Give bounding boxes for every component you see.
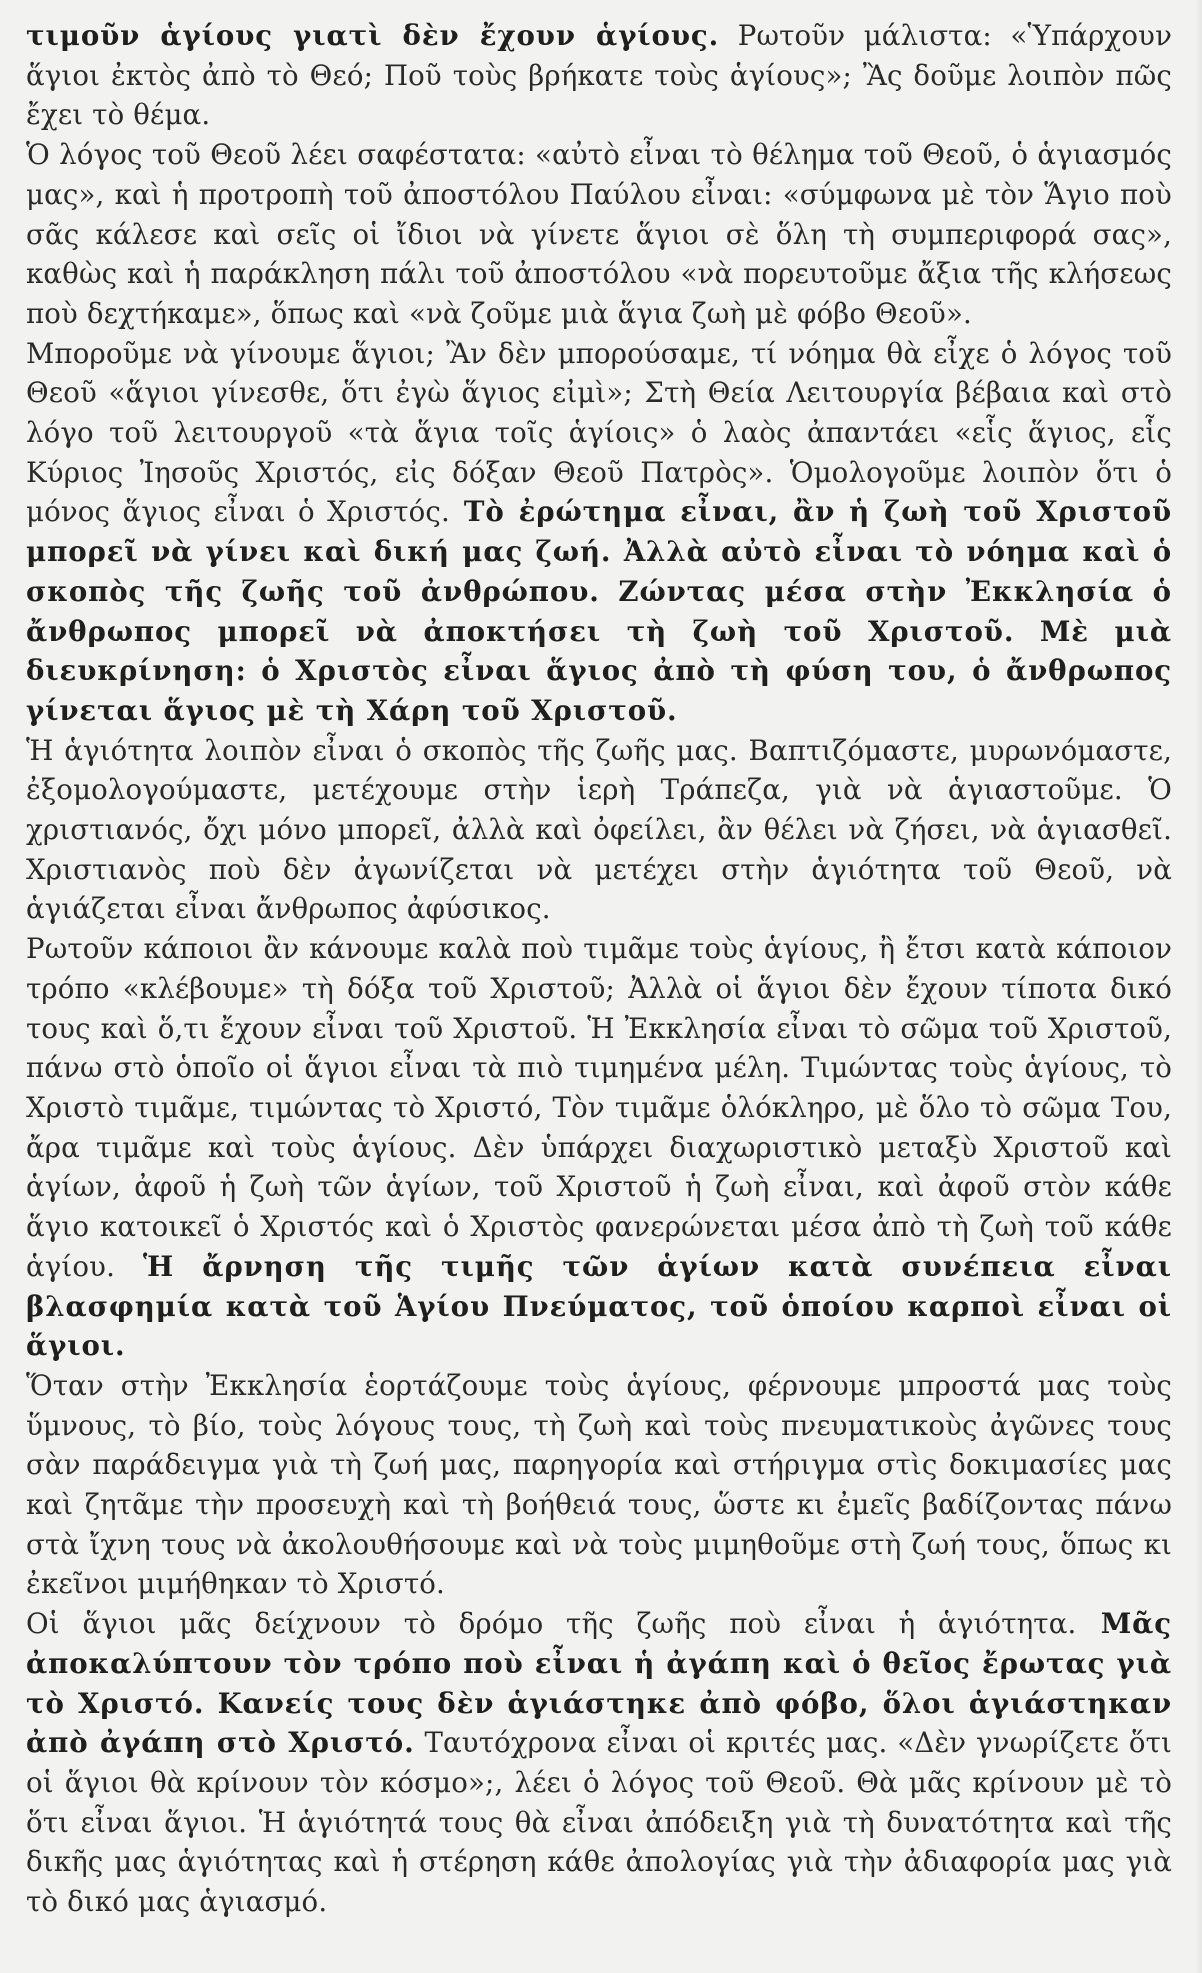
- text-segment: Ρωτοῦν μάλιστα: «Ὑπάρχουν ἅγιοι ἐκτὸς ἀπὸ τὸ Θεό; Ποῦ τοὺς βρήκατε τοὺς ἁγίους»; Ἂς δοῦμε λοιπὸν πῶς ἔχει τὸ θέμα.: [26, 19, 1173, 132]
- text-segment: Οἱ ἅγιοι μᾶς δείχνουν τὸ δρόμο τῆς ζωῆς ποὺ εἶναι ἡ ἁγιότητα.: [26, 1607, 1077, 1641]
- paragraph: [26, 1366, 1172, 1604]
- bold-text-segment: Ἡ ἄρνηση τῆς τιμῆς τῶν ἁγίων κατὰ συνέπεια εἶναι βλασφημία κατὰ τοῦ Ἁγίου Πνεύματος, τοῦ ὁποίου καρποὶ εἶναι οἱ ἅγιοι.: [26, 1249, 1172, 1363]
- bold-text-segment: Τὸ ἐρώτημα εἶναι, ἂν ἡ ζωὴ τοῦ Χριστοῦ μπορεῖ νὰ γίνει καὶ δική μας ζωή. Ἀλλὰ αὐτὸ εἶναι τὸ νόημα καὶ ὁ σκοπὸς τῆς ζωῆς τοῦ ἀνθρώπου. Ζώντας μέσα στὴν Ἐκκλησία ὁ ἄνθρωπος μπορεῖ νὰ ἀποκτήσει τὴ ζωὴ τοῦ Χριστοῦ. Μὲ μιὰ διευκρίνηση: ὁ Χριστὸς εἶναι ἅγιος ἀπὸ τὴ φύση του, ὁ ἄνθρωπος γίνεται ἅγιος μὲ τὴ Χάρη τοῦ Χριστοῦ.: [26, 495, 1172, 727]
- paragraph: [26, 334, 1172, 731]
- text-segment: Ὁ λόγος τοῦ Θεοῦ λέει σαφέστατα: «αὐτὸ εἶναι τὸ θέλημα τοῦ Θεοῦ, ὁ ἁγιασμός μας», καὶ ἡ προτροπὴ τοῦ ἀποστόλου Παύλου εἶναι: «σύμφωνα μὲ τὸν Ἅγιο ποὺ σᾶς κάλεσε καὶ σεῖς οἱ ἴδιοι νὰ γίνετε ἅγιοι σὲ ὅλη τὴ συμπεριφορά σας», καθὼς καὶ ἡ παράκληση πάλι τοῦ ἀποστόλου «νὰ πορευτοῦμε ἄξια τῆς κλήσεως ποὺ δεχτήκαμε», ὅπως καὶ «νὰ ζοῦμε μιὰ ἅγια ζωὴ μὲ φόβο Θεοῦ».: [26, 138, 1172, 330]
- text-segment: Ἡ ἁγιότητα λοιπὸν εἶναι ὁ σκοπὸς τῆς ζωῆς μας. Βαπτιζόμαστε, μυρωνόμαστε, ἐξομολογούμαστε, μετέχουμε στὴν ἱερὴ Τράπεζα, γιὰ νὰ ἁγιαστοῦμε. Ὁ χριστιανός, ὄχι μόνο μπορεῖ, ἀλλὰ καὶ ὀφείλει, ἂν θέλει νὰ ζήσει, νὰ ἁγιασθεῖ. Χριστιανὸς ποὺ δὲν ἀγωνίζεται νὰ μετέχει στὴν ἁγιότητα τοῦ Θεοῦ, νὰ ἁγιάζεται εἶναι ἄνθρωπος ἀφύσικος.: [26, 733, 1172, 926]
- paragraph: [26, 135, 1172, 334]
- bold-text-segment: Μᾶς ἀποκαλύπτουν τὸν τρόπο ποὺ εἶναι ἡ ἀγάπη καὶ ὁ θεῖος ἔρωτας γιὰ τὸ Χριστό. Κανείς τους δὲν ἁγιάστηκε ἀπὸ φόβο, ὅλοι ἁγιάστηκαν ἀπὸ ἀγάπη στὸ Χριστό.: [26, 1607, 1172, 1760]
- text-body: [26, 16, 1172, 1922]
- page-edge-shadow: [1196, 0, 1202, 1973]
- text-segment: Ταυτόχρονα εἶναι οἱ κριτές μας. «Δὲν γνωρίζετε ὅτι οἱ ἅγιοι θὰ κρίνουν τὸν κόσμο»;, λέει ὁ λόγος τοῦ Θεοῦ. Θὰ μᾶς κρίνουν μὲ τὸ ὅτι εἶναι ἅγιοι. Ἡ ἁγιότητά τους θὰ εἶναι ἀπόδειξη γιὰ τὴ δυνατότητα καὶ τῆς δικῆς μας ἁγιότητας καὶ ἡ στέρηση κάθε ἀπολογίας γιὰ τὴν ἀδιαφορία μας γιὰ τὸ δικό μας ἁγιασμό.: [26, 1726, 1172, 1919]
- text-segment: Ὅταν στὴν Ἐκκλησία ἑορτάζουμε τοὺς ἁγίους, φέρνουμε μπροστά μας τοὺς ὕμνους, τὸ βίο, τοὺς λόγους τους, τὴ ζωὴ καὶ τοὺς πνευματικοὺς ἀγῶνες τους σὰν παράδειγμα γιὰ τὴ ζωή μας, παρηγορία καὶ στήριγμα στὶς δοκιμασίες μας καὶ ζητᾶμε τὴν προσευχὴ καὶ τὴ βοήθειά τους, ὥστε κι ἐμεῖς βαδίζοντας πάνω στὰ ἴχνη τους νὰ ἀκολουθήσουμε καὶ νὰ τοὺς μιμηθοῦμε στὴ ζωή τους, ὅπως κι ἐκεῖνοι μιμήθηκαν τὸ Χριστό.: [26, 1368, 1172, 1601]
- bold-text-segment: τιμοῦν ἁγίους γιατὶ δὲν ἔχουν ἁγίους.: [26, 19, 720, 52]
- paragraph: [26, 1604, 1172, 1922]
- text-segment: Ρωτοῦν κάποιοι ἂν κάνουμε καλὰ ποὺ τιμᾶμε τοὺς ἁγίους, ἢ ἔτσι κατὰ κάποιον τρόπο «κλέβουμε» τὴ δόξα τοῦ Χριστοῦ; Ἀλλὰ οἱ ἅγιοι δὲν ἔχουν τίποτα δικό τους καὶ ὅ,τι ἔχουν εἶναι τοῦ Χριστοῦ. Ἡ Ἐκκλησία εἶναι τὸ σῶμα τοῦ Χριστοῦ, πάνω στὸ ὁποῖο οἱ ἅγιοι εἶναι τὰ πιὸ τιμημένα μέλη. Τιμώντας τοὺς ἁγίους, τὸ Χριστὸ τιμᾶμε, τιμώντας τὸ Χριστό, Τὸν τιμᾶμε ὁλόκληρο, μὲ ὅλο τὸ σῶμα Του, ἄρα τιμᾶμε καὶ τοὺς ἁγίους. Δὲν ὑπάρχει διαχωριστικὸ μεταξὺ Χριστοῦ καὶ ἁγίων, ἀφοῦ ἡ ζωὴ τῶν ἁγίων, τοῦ Χριστοῦ ἡ ζωὴ εἶναι, καὶ ἀφοῦ στὸν κάθε ἅγιο κατοικεῖ ὁ Χριστός καὶ ὁ Χριστὸς φανερώνεται μέσα ἀπὸ τὴ ζωὴ τοῦ κάθε ἁγίου.: [26, 932, 1172, 1283]
- text-segment: Μποροῦμε νὰ γίνουμε ἅγιοι; Ἂν δὲν μπορούσαμε, τί νόημα θὰ εἶχε ὁ λόγος τοῦ Θεοῦ «ἅγιοι γίνεσθε, ὅτι ἐγὼ ἅγιος εἰμὶ»; Στὴ Θεία Λειτουργία βέβαια καὶ στὸ λόγο τοῦ λειτουργοῦ «τὰ ἅγια τοῖς ἁγίοις» ὁ λαὸς ἀπαντάει «εἷς ἅγιος, εἷς Κύριος Ἰησοῦς Χριστός, εἰς δόξαν Θεοῦ Πατρὸς». Ὁμολογοῦμε λοιπὸν ὅτι ὁ μόνος ἅγιος εἶναι ὁ Χριστός.: [26, 336, 1172, 529]
- paragraph: [26, 731, 1172, 930]
- paragraph: [26, 929, 1172, 1366]
- paragraph: [26, 16, 1172, 135]
